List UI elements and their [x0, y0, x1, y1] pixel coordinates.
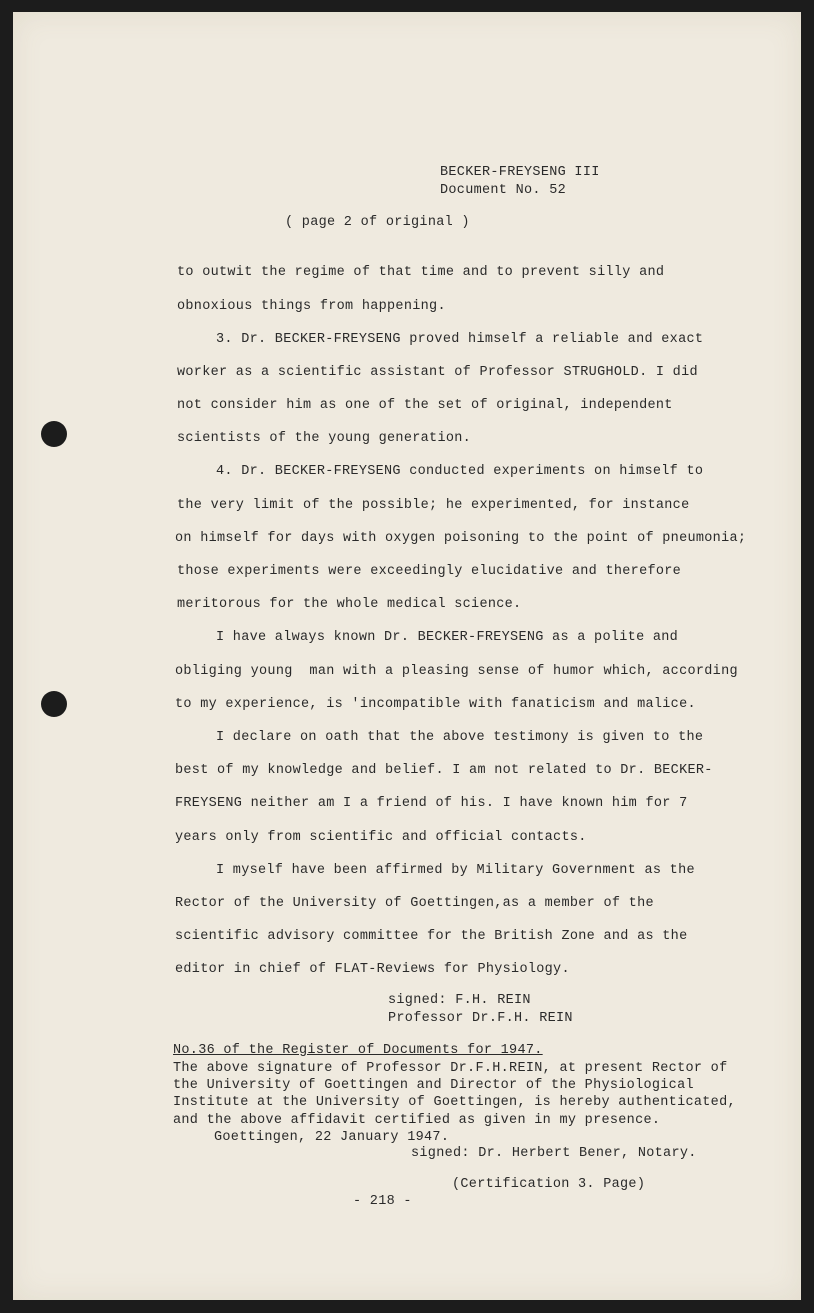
- page-number: - 218 -: [353, 1194, 412, 1209]
- page-note: ( page 2 of original ): [285, 215, 470, 230]
- body-line: on himself for days with oxygen poisoning to the point of pneumonia;: [175, 531, 747, 546]
- body-line: those experiments were exceedingly elucidative and therefore: [177, 564, 682, 579]
- body-line: the very limit of the possible; he experimented, for instance: [177, 498, 690, 513]
- body-line: meritorous for the whole medical science.: [177, 597, 522, 612]
- body-line: obliging young man with a pleasing sense of humor which, according: [175, 664, 738, 679]
- certification-page: (Certification 3. Page): [452, 1177, 646, 1192]
- register-heading: No.36 of the Register of Documents for 1947.: [173, 1043, 543, 1058]
- signature-title: Professor Dr.F.H. REIN: [388, 1011, 573, 1026]
- body-line: obnoxious things from happening.: [177, 299, 446, 314]
- body-line: scientific advisory committee for the British Zone and as the: [175, 929, 688, 944]
- body-line: to my experience, is 'incompatible with fanaticism and malice.: [175, 697, 696, 712]
- body-line: years only from scientific and official contacts.: [175, 830, 587, 845]
- body-line: worker as a scientific assistant of Professor STRUGHOLD. I did: [177, 365, 698, 380]
- body-line: best of my knowledge and belief. I am not related to Dr. BECKER-: [175, 763, 713, 778]
- body-line: 3. Dr. BECKER-FREYSENG proved himself a reliable and exact: [216, 332, 704, 347]
- place-date: Goettingen, 22 January 1947.: [214, 1130, 450, 1145]
- certification-line: the University of Goettingen and Director of the Physiological: [173, 1078, 694, 1093]
- body-line: scientists of the young generation.: [177, 431, 472, 446]
- body-line: I declare on oath that the above testimony is given to the: [216, 730, 704, 745]
- body-line: I myself have been affirmed by Military Government as the: [216, 863, 695, 878]
- body-line: not consider him as one of the set of original, independent: [177, 398, 673, 413]
- document-number: Document No. 52: [440, 183, 567, 198]
- body-line: 4. Dr. BECKER-FREYSENG conducted experiments on himself to: [216, 464, 704, 479]
- document-page: [13, 12, 801, 1300]
- body-line: FREYSENG neither am I a friend of his. I have known him for 7: [175, 796, 688, 811]
- notary-signature: signed: Dr. Herbert Bener, Notary.: [411, 1146, 697, 1161]
- punch-hole-bottom: [41, 691, 67, 717]
- signature-signed: signed: F.H. REIN: [388, 993, 531, 1008]
- body-line: editor in chief of FLAT-Reviews for Physiology.: [175, 962, 570, 977]
- certification-line: and the above affidavit certified as given in my presence.: [173, 1113, 661, 1128]
- case-heading: BECKER-FREYSENG III: [440, 165, 600, 180]
- body-line: Rector of the University of Goettingen,as a member of the: [175, 896, 654, 911]
- punch-hole-top: [41, 421, 67, 447]
- certification-line: Institute at the University of Goettingen, is hereby authenticated,: [173, 1095, 736, 1110]
- certification-line: The above signature of Professor Dr.F.H.REIN, at present Rector of: [173, 1061, 728, 1076]
- body-line: to outwit the regime of that time and to prevent silly and: [177, 265, 665, 280]
- body-line: I have always known Dr. BECKER-FREYSENG as a polite and: [216, 630, 679, 645]
